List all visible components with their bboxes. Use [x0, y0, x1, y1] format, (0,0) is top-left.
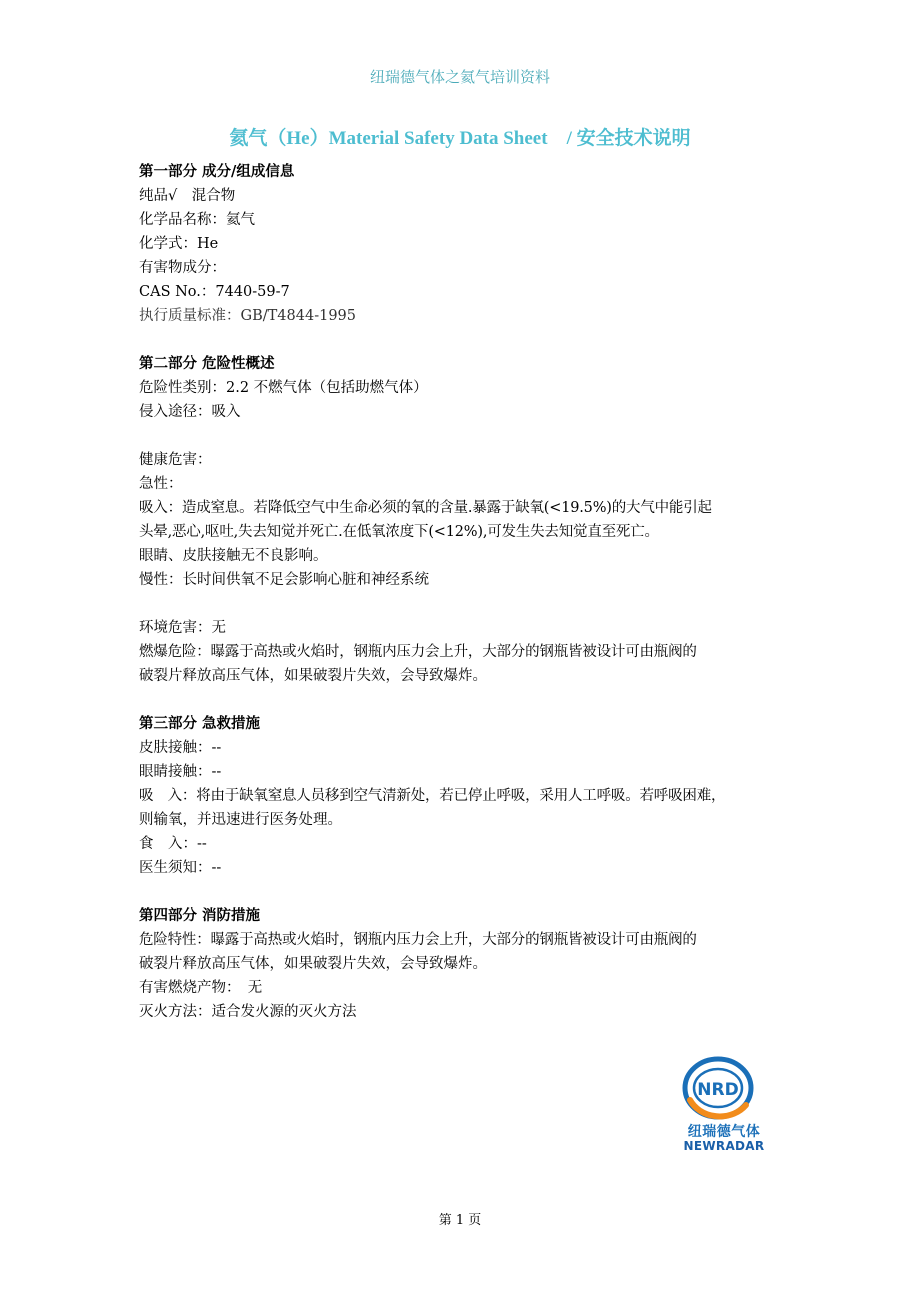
- skin-contact-line: 皮肤接触：--: [139, 740, 222, 756]
- hazardous-components-line: 有害物成分：: [139, 260, 226, 276]
- exposure-route-line: 侵入途径：吸入: [139, 404, 241, 420]
- document-title: 氦气（He）Material Safety Data Sheet / 安全技术说明: [229, 128, 691, 149]
- inhalation-effects-line-1: 吸入：造成窒息。若降低空气中生命必须的氧的含量.暴露于缺氧(<19.5%)的大气中能引起: [139, 500, 712, 516]
- inhalation-aid-line-2: 则输氧，并迅速进行医务处理。: [139, 812, 342, 828]
- chemical-formula-line: 化学式：He: [139, 236, 219, 252]
- combustion-products-line: 有害燃烧产物： 无: [139, 980, 263, 996]
- quality-standard-line: 执行质量标准：GB/T4844-1995: [139, 308, 356, 324]
- explosion-hazard-line-2: 破裂片释放高压气体，如果破裂片失效，会导致爆炸。: [139, 668, 487, 684]
- eye-contact-line: 眼睛接触：--: [139, 764, 222, 780]
- logo-name-cn: 纽瑞德气体: [687, 1124, 761, 1140]
- logo-name-en: NEWRADAR: [683, 1139, 765, 1153]
- inhalation-effects-line-2: 头晕,恶心,呕吐,失去知觉并死亡.在低氧浓度下(<12%),可发生失去知觉直至死亡。: [139, 524, 659, 540]
- hazard-class-line: 危险性类别：2.2 不燃气体（包括助燃气体）: [139, 380, 428, 396]
- section-1-heading: 第一部分 成分/组成信息: [139, 163, 295, 180]
- section-4-heading: 第四部分 消防措施: [139, 907, 261, 924]
- eye-skin-line: 眼睛、皮肤接触无不良影响。: [139, 548, 328, 564]
- document-body: [139, 160, 789, 1024]
- extinguishing-method-line: 灭火方法：适合发火源的灭火方法: [139, 1004, 357, 1020]
- section-2-heading: 第二部分 危险性概述: [139, 355, 275, 372]
- running-header: 纽瑞德气体之氦气培训资料: [369, 68, 550, 86]
- section-3-heading: 第三部分 急救措施: [139, 715, 261, 732]
- chemical-name-line: 化学品名称：氦气: [139, 212, 255, 228]
- hazard-properties-line-1: 危险特性：曝露于高热或火焰时，钢瓶内压力会上升，大部分的钢瓶皆被设计可由瓶阀的: [139, 932, 697, 948]
- cas-number-line: CAS No.：7440-59-7: [139, 284, 290, 300]
- page-number: 第 1 页: [438, 1213, 482, 1228]
- ingestion-line: 食 入：--: [139, 836, 207, 852]
- purity-line: 纯品√ 混合物: [139, 188, 236, 204]
- inhalation-aid-line-1: 吸 入：将由于缺氧窒息人员移到空气清新处，若已停止呼吸，采用人工呼吸。若呼吸困难，: [139, 788, 726, 804]
- acute-label: 急性：: [139, 476, 183, 492]
- company-logo: [678, 1055, 770, 1155]
- physician-notes-line: 医生须知：--: [139, 860, 222, 876]
- health-hazard-label: 健康危害：: [139, 452, 212, 468]
- explosion-hazard-line-1: 燃爆危险：曝露于高热或火焰时，钢瓶内压力会上升，大部分的钢瓶皆被设计可由瓶阀的: [139, 644, 697, 660]
- chronic-line: 慢性：长时间供氧不足会影响心脏和神经系统: [139, 572, 429, 588]
- hazard-properties-line-2: 破裂片释放高压气体，如果破裂片失效，会导致爆炸。: [139, 956, 487, 972]
- logo-mark-text: NRD: [697, 1080, 739, 1100]
- logo-emblem-icon: [678, 1055, 770, 1121]
- environmental-hazard-line: 环境危害：无: [139, 620, 226, 636]
